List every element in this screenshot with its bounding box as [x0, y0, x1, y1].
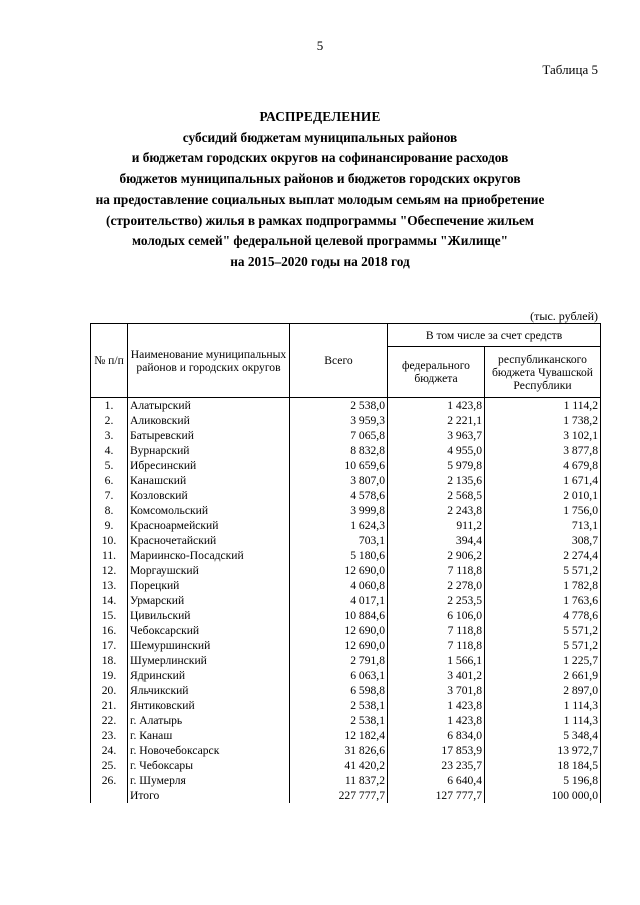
header-republic: республиканского бюджета Чувашской Республики	[485, 347, 601, 398]
row-number: 5.	[91, 458, 128, 473]
row-total: 41 420,2	[290, 758, 388, 773]
title-line: бюджетов муниципальных районов и бюджетов городских округов	[119, 171, 521, 187]
row-federal: 2 135,6	[388, 473, 485, 488]
page-number: 5	[316, 38, 324, 53]
row-total: 6 598,8	[290, 683, 388, 698]
table-row	[91, 593, 601, 608]
row-federal: 1 423,8	[388, 698, 485, 713]
row-name: г. Шумерля	[128, 773, 290, 788]
row-federal: 7 118,8	[388, 623, 485, 638]
row-name: Цивильский	[128, 608, 290, 623]
row-federal: 7 118,8	[388, 638, 485, 653]
row-republic: 1 738,2	[485, 413, 601, 428]
row-republic: 3 102,1	[485, 428, 601, 443]
table-row	[91, 683, 601, 698]
row-total: 12 690,0	[290, 623, 388, 638]
row-total: 5 180,6	[290, 548, 388, 563]
row-name: Чебоксарский	[128, 623, 290, 638]
row-name: Янтиковский	[128, 698, 290, 713]
row-federal: 2 906,2	[388, 548, 485, 563]
row-total: 12 690,0	[290, 563, 388, 578]
row-number: 23.	[91, 728, 128, 743]
table-row	[91, 428, 601, 443]
row-name: г. Чебоксары	[128, 758, 290, 773]
row-federal: 3 963,7	[388, 428, 485, 443]
row-name: Шемуршинский	[128, 638, 290, 653]
row-federal: 911,2	[388, 518, 485, 533]
row-name: Яльчикский	[128, 683, 290, 698]
row-republic: 2 010,1	[485, 488, 601, 503]
row-name: Урмарский	[128, 593, 290, 608]
row-republic: 1 114,2	[485, 398, 601, 414]
row-republic: 2 661,9	[485, 668, 601, 683]
row-number: 16.	[91, 623, 128, 638]
table-row	[91, 398, 601, 414]
row-federal: 7 118,8	[388, 563, 485, 578]
row-total: 4 017,1	[290, 593, 388, 608]
title-line: на предоставление социальных выплат молодым семьям на приобретение	[95, 191, 545, 207]
table-row	[91, 698, 601, 713]
row-number: 2.	[91, 413, 128, 428]
row-name: Моргаушский	[128, 563, 290, 578]
row-total: 6 063,1	[290, 668, 388, 683]
row-number: 25.	[91, 758, 128, 773]
row-name: Комсомольский	[128, 503, 290, 518]
row-name: Ядринский	[128, 668, 290, 683]
row-total: 7 065,8	[290, 428, 388, 443]
row-total: 12 182,4	[290, 728, 388, 743]
row-total: 3 959,3	[290, 413, 388, 428]
title-line: РАСПРЕДЕЛЕНИЕ	[259, 109, 381, 124]
table-row	[91, 668, 601, 683]
table-row	[91, 773, 601, 788]
table-row	[91, 758, 601, 773]
row-republic: 308,7	[485, 533, 601, 548]
row-number: 4.	[91, 443, 128, 458]
row-number: 11.	[91, 548, 128, 563]
row-total: 2 538,1	[290, 698, 388, 713]
total-row	[91, 788, 601, 803]
row-federal: 394,4	[388, 533, 485, 548]
row-number: 1.	[91, 398, 128, 414]
row-federal: 6 834,0	[388, 728, 485, 743]
row-total: 12 690,0	[290, 638, 388, 653]
row-republic: 5 571,2	[485, 638, 601, 653]
row-name: Мариинско-Посадский	[128, 548, 290, 563]
row-total: 3 807,0	[290, 473, 388, 488]
row-name: Красноармейский	[128, 518, 290, 533]
row-federal: 4 955,0	[388, 443, 485, 458]
row-federal: 1 566,1	[388, 653, 485, 668]
row-total: 10 884,6	[290, 608, 388, 623]
row-republic: 1 782,8	[485, 578, 601, 593]
table-row	[91, 653, 601, 668]
row-name: Красночетайский	[128, 533, 290, 548]
units-label: (тыс. рублей)	[530, 309, 598, 323]
row-total: 31 826,6	[290, 743, 388, 758]
row-total: 11 837,2	[290, 773, 388, 788]
row-republic: 5 196,8	[485, 773, 601, 788]
row-republic: 1 114,3	[485, 713, 601, 728]
row-total: 8 832,8	[290, 443, 388, 458]
document-title	[0, 107, 640, 273]
row-number: 13.	[91, 578, 128, 593]
row-number: 15.	[91, 608, 128, 623]
table-row	[91, 743, 601, 758]
row-number: 3.	[91, 428, 128, 443]
total-number	[91, 788, 128, 803]
table-row	[91, 518, 601, 533]
row-republic: 2 897,0	[485, 683, 601, 698]
row-name: Канашский	[128, 473, 290, 488]
table-row	[91, 443, 601, 458]
row-number: 10.	[91, 533, 128, 548]
table-body	[91, 398, 601, 804]
total-republic: 100 000,0	[485, 788, 601, 803]
total-federal: 127 777,7	[388, 788, 485, 803]
row-number: 12.	[91, 563, 128, 578]
row-federal: 6 640,4	[388, 773, 485, 788]
row-name: Батыревский	[128, 428, 290, 443]
row-total: 2 538,0	[290, 398, 388, 414]
row-federal: 2 221,1	[388, 413, 485, 428]
row-republic: 1 225,7	[485, 653, 601, 668]
row-number: 8.	[91, 503, 128, 518]
row-republic: 13 972,7	[485, 743, 601, 758]
header-federal: федерального бюджета	[388, 347, 485, 398]
row-number: 19.	[91, 668, 128, 683]
row-total: 4 578,6	[290, 488, 388, 503]
row-federal: 6 106,0	[388, 608, 485, 623]
row-total: 2 538,1	[290, 713, 388, 728]
row-name: г. Новочебоксарск	[128, 743, 290, 758]
header-name: Наименование муниципальных районов и городских округов	[128, 324, 290, 398]
row-republic: 1 763,6	[485, 593, 601, 608]
table-row	[91, 548, 601, 563]
table-row	[91, 458, 601, 473]
row-number: 9.	[91, 518, 128, 533]
row-number: 20.	[91, 683, 128, 698]
row-federal: 5 979,8	[388, 458, 485, 473]
row-republic: 1 756,0	[485, 503, 601, 518]
row-number: 22.	[91, 713, 128, 728]
header-number: № п/п	[91, 324, 128, 398]
row-federal: 1 423,8	[388, 398, 485, 414]
title-line: и бюджетам городских округов на софинансирование расходов	[131, 150, 509, 166]
row-number: 26.	[91, 773, 128, 788]
row-name: Ибресинский	[128, 458, 290, 473]
row-number: 18.	[91, 653, 128, 668]
table-label: Таблица 5	[542, 62, 598, 77]
table-row	[91, 533, 601, 548]
table-row	[91, 488, 601, 503]
row-federal: 1 423,8	[388, 713, 485, 728]
row-number: 14.	[91, 593, 128, 608]
row-republic: 3 877,8	[485, 443, 601, 458]
row-republic: 4 679,8	[485, 458, 601, 473]
row-federal: 23 235,7	[388, 758, 485, 773]
table-row	[91, 578, 601, 593]
row-republic: 1 114,3	[485, 698, 601, 713]
row-total: 2 791,8	[290, 653, 388, 668]
subsidy-table	[90, 323, 601, 803]
row-number: 6.	[91, 473, 128, 488]
table-row	[91, 608, 601, 623]
row-total: 3 999,8	[290, 503, 388, 518]
header-group: В том числе за счет средств	[388, 324, 601, 347]
total-total: 227 777,7	[290, 788, 388, 803]
row-name: Шумерлинский	[128, 653, 290, 668]
row-federal: 2 568,5	[388, 488, 485, 503]
title-line: субсидий бюджетам муниципальных районов	[182, 129, 458, 145]
title-line: молодых семей" федеральной целевой программы "Жилище"	[131, 233, 509, 249]
row-total: 703,1	[290, 533, 388, 548]
row-number: 7.	[91, 488, 128, 503]
row-number: 21.	[91, 698, 128, 713]
table-row	[91, 623, 601, 638]
total-name: Итого	[128, 788, 290, 803]
row-name: Аликовский	[128, 413, 290, 428]
row-name: г. Канаш	[128, 728, 290, 743]
table-row	[91, 473, 601, 488]
row-republic: 2 274,4	[485, 548, 601, 563]
row-republic: 5 571,2	[485, 563, 601, 578]
table-row	[91, 728, 601, 743]
table-row	[91, 713, 601, 728]
row-federal: 2 253,5	[388, 593, 485, 608]
row-republic: 5 571,2	[485, 623, 601, 638]
table-row	[91, 413, 601, 428]
row-republic: 1 671,4	[485, 473, 601, 488]
table-row	[91, 638, 601, 653]
row-name: г. Алатырь	[128, 713, 290, 728]
table-row	[91, 563, 601, 578]
row-federal: 3 401,2	[388, 668, 485, 683]
row-total: 4 060,8	[290, 578, 388, 593]
table-row	[91, 503, 601, 518]
row-republic: 18 184,5	[485, 758, 601, 773]
row-total: 1 624,3	[290, 518, 388, 533]
row-name: Вурнарский	[128, 443, 290, 458]
row-name: Козловский	[128, 488, 290, 503]
row-federal: 3 701,8	[388, 683, 485, 698]
row-republic: 713,1	[485, 518, 601, 533]
row-republic: 5 348,4	[485, 728, 601, 743]
row-number: 17.	[91, 638, 128, 653]
row-total: 10 659,6	[290, 458, 388, 473]
row-name: Порецкий	[128, 578, 290, 593]
row-number: 24.	[91, 743, 128, 758]
header-total: Всего	[290, 324, 388, 398]
title-line: (строительство) жилья в рамках подпрограммы "Обеспечение жильем	[106, 212, 534, 228]
title-line: на 2015–2020 годы на 2018 год	[230, 253, 410, 269]
row-federal: 2 243,8	[388, 503, 485, 518]
row-republic: 4 778,6	[485, 608, 601, 623]
row-name: Алатырский	[128, 398, 290, 414]
row-federal: 17 853,9	[388, 743, 485, 758]
row-federal: 2 278,0	[388, 578, 485, 593]
